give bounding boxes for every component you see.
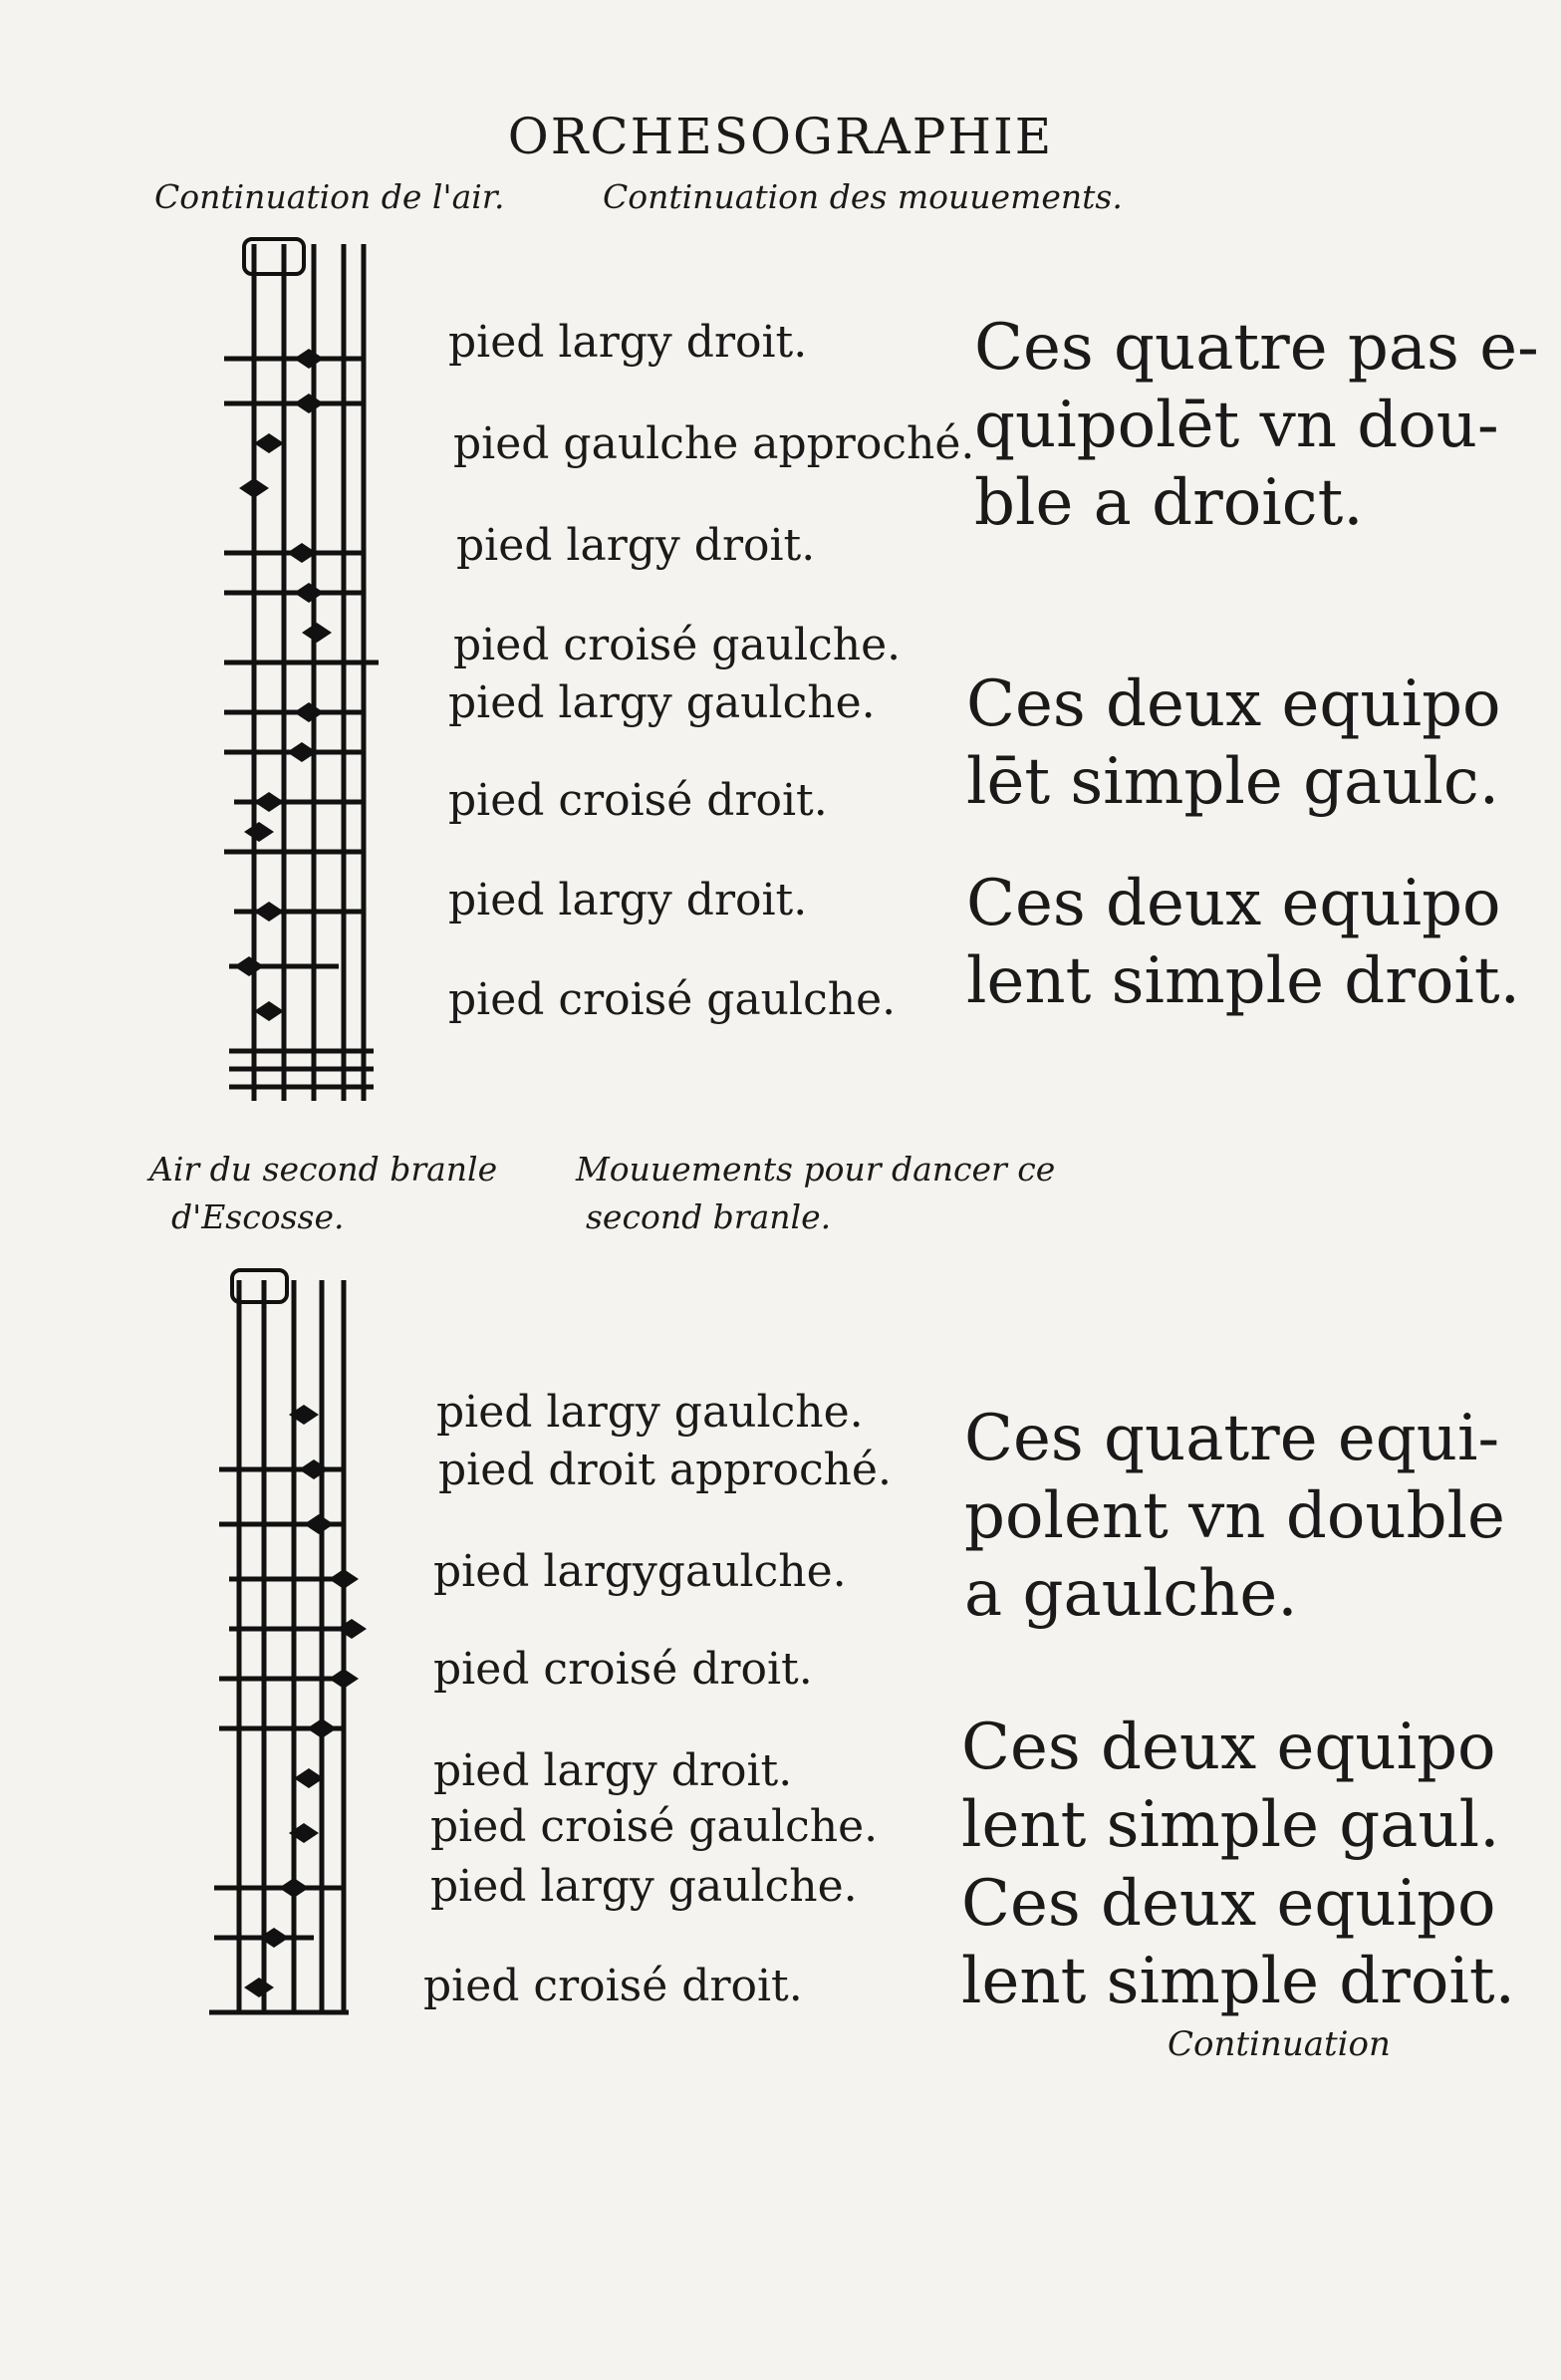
step-line: pied largy droit.: [448, 875, 808, 926]
note-line: quipolēt vn dou-: [974, 389, 1499, 462]
note-line: Ces deux equipo: [966, 867, 1501, 940]
step-line: pied largygaulche.: [433, 1546, 847, 1597]
note-line: lent simple gaul.: [961, 1788, 1500, 1862]
note-line: Ces deux equipo: [966, 667, 1501, 741]
step-line: pied largy droit.: [433, 1745, 793, 1796]
heading-line: Mouuements pour dancer ce: [576, 1150, 1056, 1189]
step-line: pied largy gaulche.: [436, 1387, 864, 1438]
note-line: lent simple droit.: [961, 1945, 1515, 2018]
steps-column-heading: [576, 1146, 1055, 1241]
steps-column-heading: Continuation des mouuements.: [603, 177, 1123, 216]
step-line: pied croisé gaulche.: [430, 1801, 879, 1852]
music-staff-1: [214, 224, 384, 1106]
step-line: pied gaulche approché.: [453, 418, 975, 469]
margin-note: [966, 865, 1520, 1020]
heading-line: d'Escosse.: [171, 1197, 345, 1236]
note-line: a gaulche.: [964, 1557, 1298, 1631]
note-line: ble a droict.: [974, 466, 1364, 540]
margin-note: [964, 1400, 1505, 1633]
heading-line: second branle.: [586, 1197, 832, 1236]
music-column-heading: Continuation de l'air.: [154, 177, 505, 216]
note-line: Ces deux equipo: [961, 1711, 1496, 1784]
margin-note: [961, 1865, 1515, 2020]
step-line: pied largy gaulche.: [430, 1861, 858, 1912]
note-line: Ces quatre equi-: [964, 1402, 1500, 1475]
step-line: pied croisé gaulche.: [453, 620, 902, 670]
margin-note: [966, 665, 1501, 821]
step-line: pied croisé droit.: [423, 1961, 803, 2011]
note-line: Ces deux equipo: [961, 1867, 1496, 1941]
note-line: lent simple droit.: [966, 944, 1520, 1018]
step-line: pied droit approché.: [438, 1445, 892, 1495]
margin-note: [961, 1709, 1499, 1864]
step-line: pied croisé gaulche.: [448, 974, 897, 1025]
note-line: lēt simple gaulc.: [966, 745, 1500, 819]
step-line: pied croisé droit.: [433, 1644, 813, 1695]
running-head: ORCHESOGRAPHIE: [507, 108, 1054, 165]
note-line: polent vn double: [964, 1479, 1505, 1553]
step-line: pied croisé droit.: [448, 775, 828, 826]
music-staff-2: [204, 1260, 374, 2037]
step-line: pied largy gaulche.: [448, 677, 876, 728]
music-column-heading: [149, 1146, 497, 1241]
note-line: Ces quatre pas e-: [974, 311, 1539, 385]
step-line: pied largy droit.: [448, 317, 808, 368]
catchword: Continuation: [1168, 2024, 1391, 2064]
step-line: pied largy droit.: [456, 520, 816, 571]
heading-line: Air du second branle: [149, 1150, 498, 1189]
margin-note: [974, 309, 1539, 542]
